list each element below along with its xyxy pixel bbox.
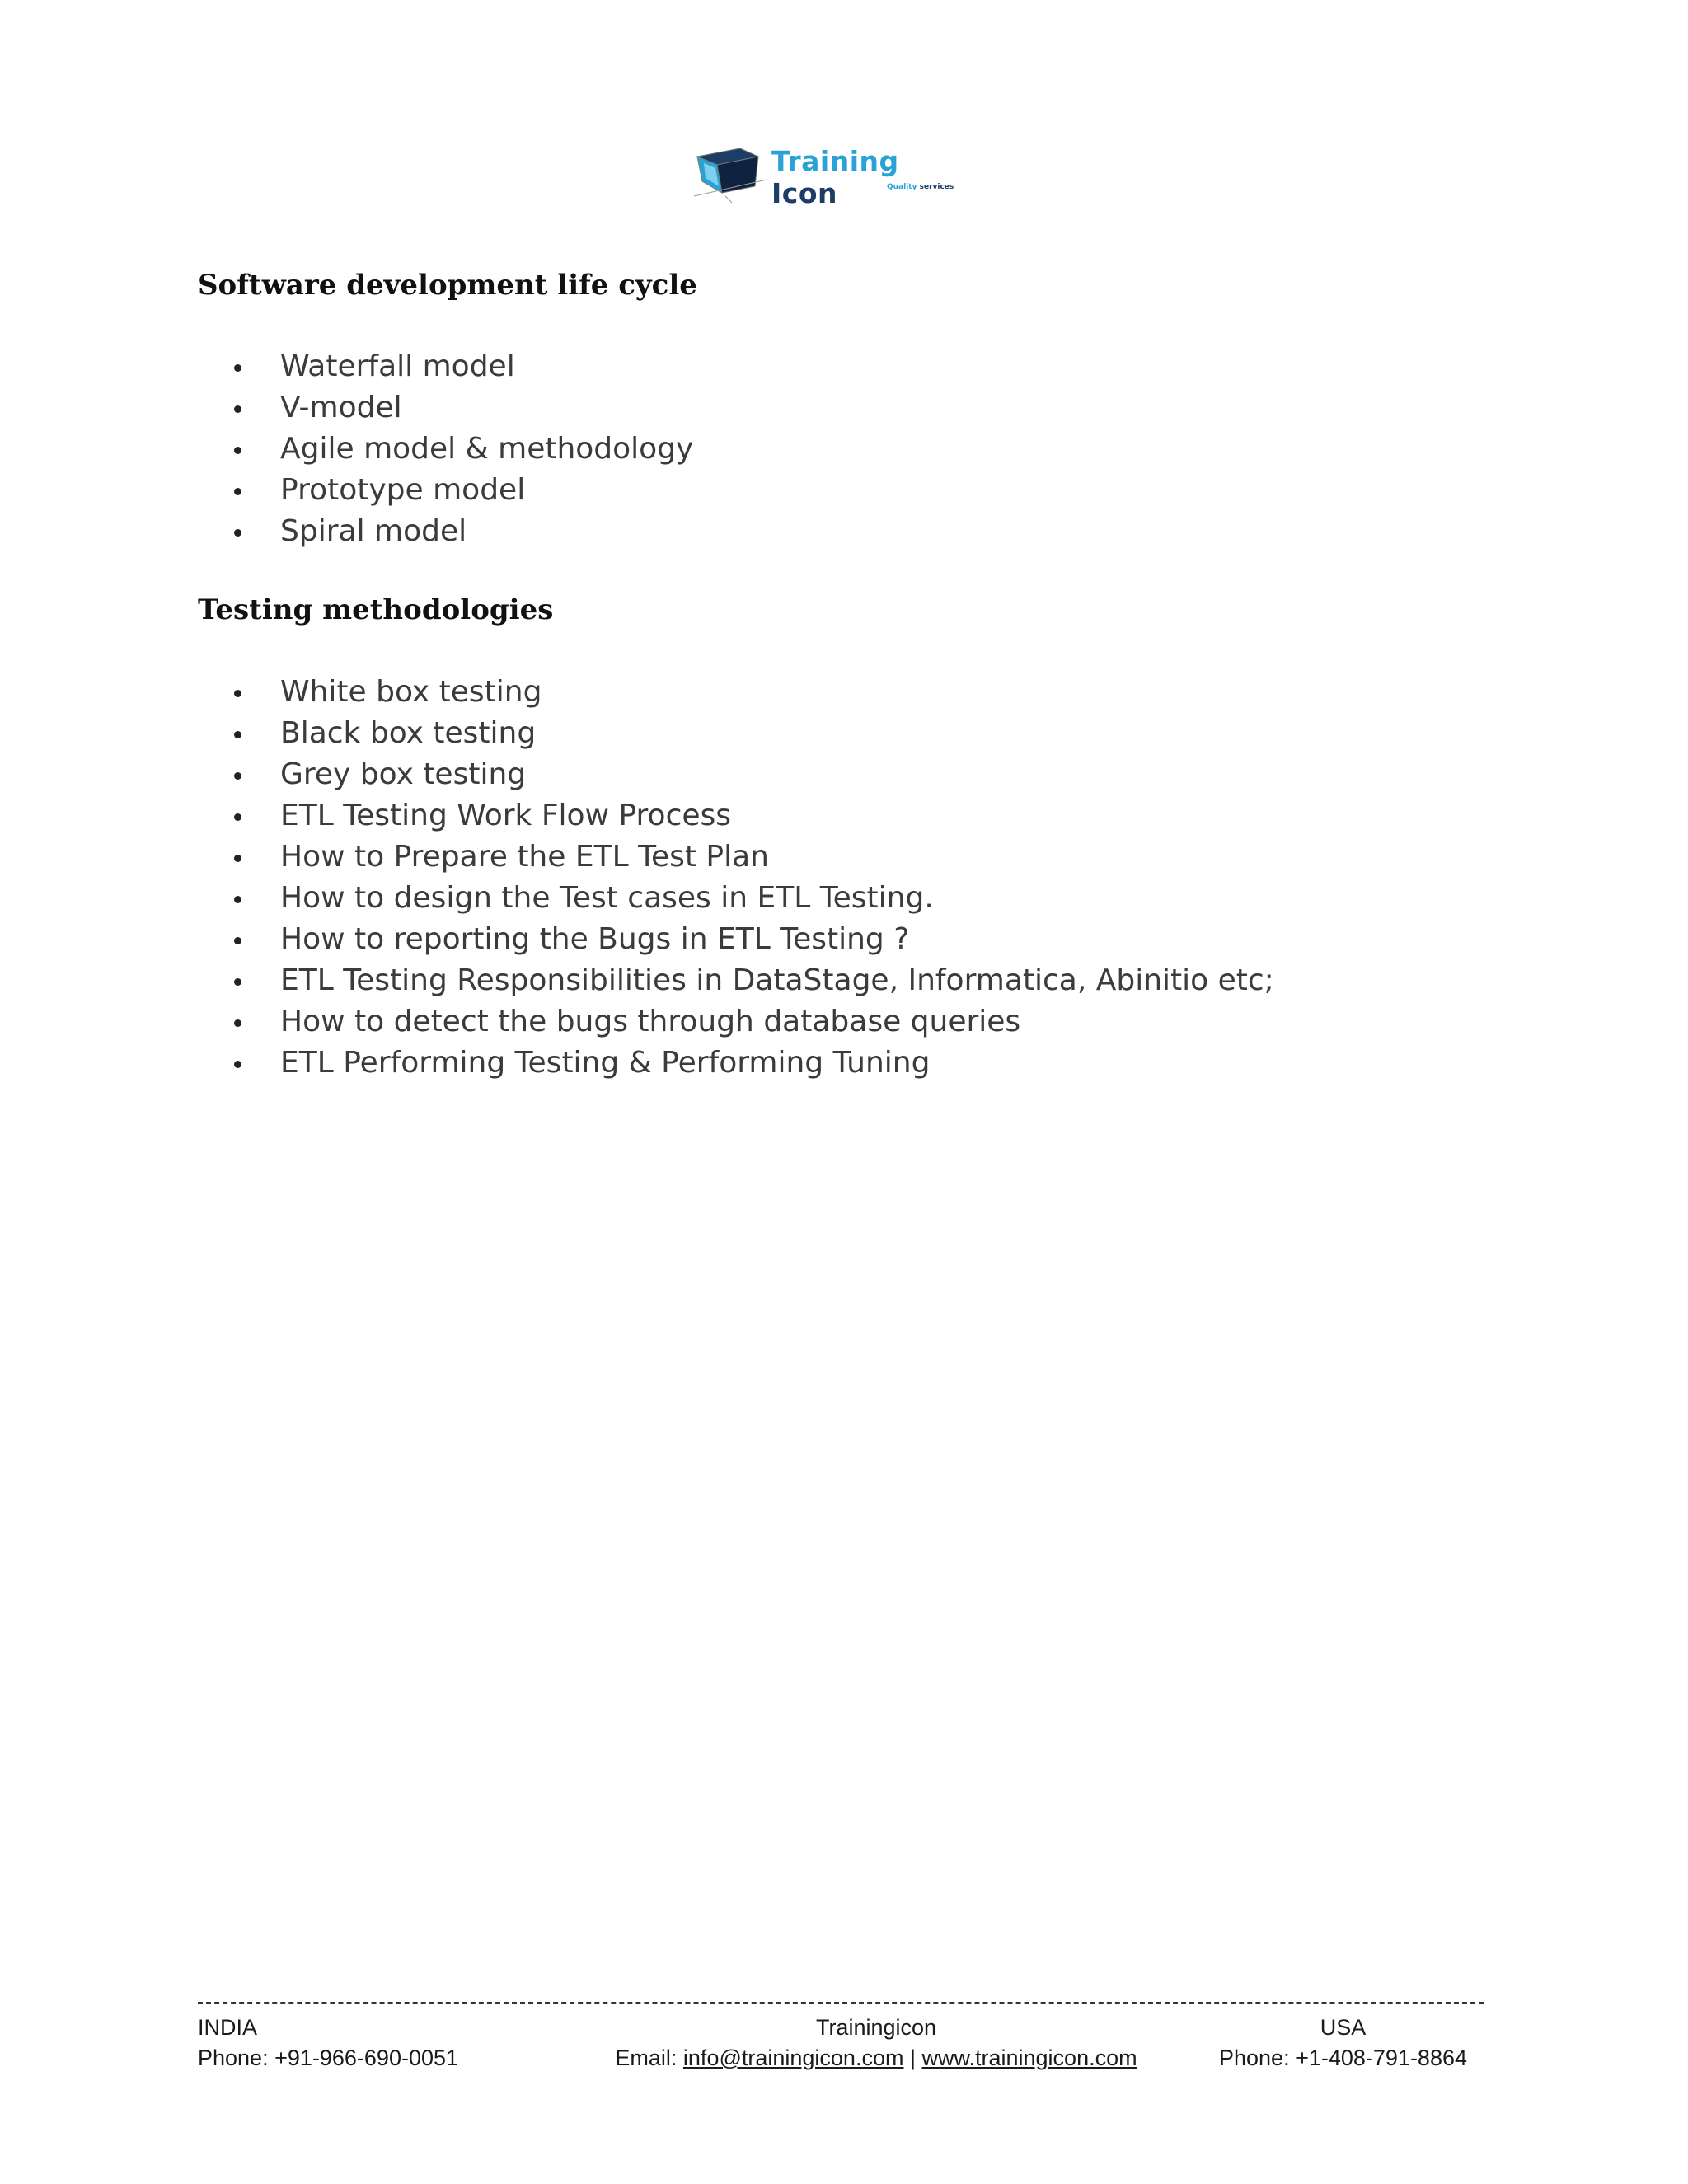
logo-wordmark [771, 145, 973, 209]
list-item-text: How to design the Test cases in ETL Testing. [280, 881, 934, 915]
list-item-text: Agile model & methodology [280, 432, 694, 466]
list-item-text: Waterfall model [280, 349, 515, 383]
bullet-icon [234, 813, 241, 821]
footer-country-usa: USA [1320, 2015, 1367, 2040]
company-logo [692, 138, 973, 209]
list-item-text: Grey box testing [280, 757, 527, 791]
footer-email-label: Email: [615, 2046, 683, 2070]
footer-india-contact [198, 2013, 458, 2074]
logo-word-training: Training [771, 145, 899, 177]
logo-tagline-quality: Quality [887, 183, 917, 191]
list-item-text: White box testing [280, 675, 542, 709]
sdlc-list [198, 346, 693, 552]
bullet-icon [234, 978, 241, 986]
footer-company-name: Trainingicon [815, 2015, 937, 2040]
footer-usa-contact [1219, 2013, 1467, 2074]
footer-email-line [596, 2043, 1156, 2074]
footer-phone-usa: Phone: +1-408-791-8864 [1219, 2046, 1467, 2070]
list-item-text: ETL Performing Testing & Performing Tuning [280, 1046, 931, 1080]
bullet-icon [234, 488, 241, 495]
list-item [198, 713, 1274, 754]
list-item-text: ETL Testing Work Flow Process [280, 799, 732, 832]
list-item [198, 960, 1274, 1001]
section-heading-testing-methodologies: Testing methodologies [198, 593, 554, 626]
cube-logo-icon [692, 138, 771, 204]
list-item [198, 754, 1274, 795]
list-item [198, 429, 693, 470]
list-item [198, 919, 1274, 960]
list-item [198, 672, 1274, 713]
section-heading-sdlc: Software development life cycle [198, 269, 697, 302]
logo-tagline [887, 183, 954, 191]
footer-phone-india: Phone: +91-966-690-0051 [198, 2046, 459, 2070]
footer-email-link[interactable]: info@trainingicon.com [682, 2046, 904, 2070]
list-item-text: Spiral model [280, 514, 467, 548]
footer-divider [198, 2002, 1484, 2004]
list-item [198, 346, 693, 387]
list-item-text: ETL Testing Responsibilities in DataStage, Informatica, Abinitio etc; [280, 963, 1274, 997]
list-item [198, 511, 693, 552]
bullet-icon [234, 772, 241, 780]
list-item [198, 387, 693, 429]
list-item-text: V-model [280, 391, 402, 424]
list-item [198, 1043, 1274, 1084]
testing-methodologies-list [198, 672, 1274, 1084]
list-item [198, 470, 693, 511]
footer-country-india: INDIA [198, 2015, 258, 2040]
bullet-icon [234, 855, 241, 862]
bullet-icon [234, 447, 241, 454]
bullet-icon [234, 690, 241, 697]
list-item [198, 837, 1274, 878]
bullet-icon [234, 1061, 241, 1068]
bullet-icon [234, 731, 241, 738]
footer-website-link[interactable]: www.trainingicon.com [921, 2046, 1137, 2070]
footer-company-contact [596, 2013, 1156, 2074]
list-item [198, 795, 1274, 837]
footer-separator: | [903, 2046, 922, 2070]
bullet-icon [234, 529, 241, 537]
list-item [198, 1001, 1274, 1043]
bullet-icon [234, 937, 241, 944]
bullet-icon [234, 896, 241, 903]
list-item [198, 878, 1274, 919]
list-item-text: How to detect the bugs through database queries [280, 1005, 1021, 1038]
page-footer [198, 2013, 1467, 2079]
bullet-icon [234, 364, 241, 372]
list-item-text: How to Prepare the ETL Test Plan [280, 840, 769, 874]
list-item-text: How to reporting the Bugs in ETL Testing ? [280, 922, 910, 956]
list-item-text: Black box testing [280, 716, 537, 750]
bullet-icon [234, 405, 241, 413]
list-item-text: Prototype model [280, 473, 526, 507]
logo-tagline-services: services [919, 183, 954, 191]
logo-word-icon: Icon [771, 177, 838, 209]
bullet-icon [234, 1019, 241, 1027]
